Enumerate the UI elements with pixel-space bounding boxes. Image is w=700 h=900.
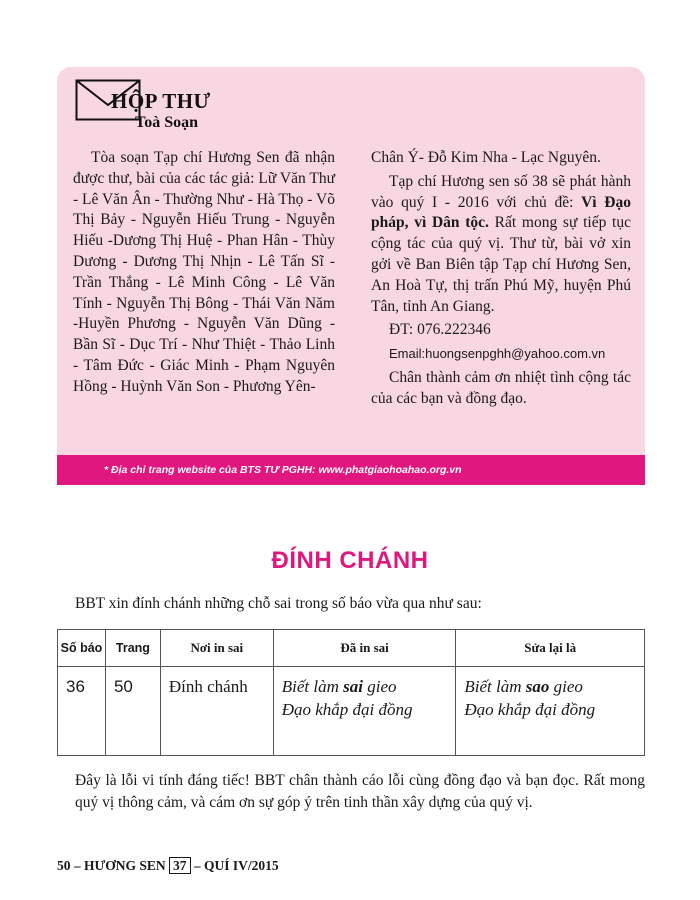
errata-header-row (58, 630, 645, 667)
cell-printed (273, 667, 456, 756)
received-authors-paragraph: Tòa soạn Tạp chí Hương Sen đã nhận được thư, bài của các tác giả: Lữ Văn Thư - Lê Văn Ân - Thường Như - Hà Thọ - Võ Thị Bảy - Nguyễn Hiếu Trung - Nguyễn Hiếu -Dương Thị Huệ - Phan Hân - Thùy Dương - Dương Thị Nhịn - Lê Tấn Sĩ - Trần Thắng - Lê Minh Công - Lê Văn Tính - Nguyễn Thị Bông - Thái Văn Năm -Huyền Phương - Nguyễn Văn Dũng - Bần Sĩ - Dục Trí - Như Thiệt - Thảo Linh - Tâm Đức - Giác Minh - Phạm Nguyên Hồng - Huỳnh Văn Son - Phương Yên- (73, 149, 335, 395)
next-issue-text: Tạp chí Hương sen số 38 sẽ phát hành vào quý I - 2016 với chủ đề: (371, 172, 631, 211)
issue-theme: Vì Đạo pháp, vì Dân tộc. (371, 193, 631, 232)
header-page: Trang (105, 630, 160, 667)
errata-apology-note: Đây là lỗi vi tính đáng tiếc! BBT chân thành cáo lỗi cùng đồng đạo và bạn đọc. Rất mong quý vị thông cảm, và cám ơn sự góp ý trên tinh thần xây dựng của quý vị. (75, 772, 645, 811)
cell-page: 50 (105, 667, 160, 756)
phone-number: ĐT: 076.222346 (389, 321, 491, 339)
authors-continuation: Chân Ý- Đỗ Kim Nha - Lạc Nguyên. (371, 149, 601, 166)
header-printed: Đã in sai (273, 630, 456, 667)
header-location: Nơi in sai (160, 630, 273, 667)
email-address: Email:huongsenpghh@yahoo.com.vn (389, 346, 606, 362)
printed-line-2: Đạo khắp đại đồng (281, 700, 413, 719)
mailbox-subtitle: Toà Soạn (135, 114, 198, 131)
page-footer (57, 857, 279, 874)
website-note-bar: * Địa chỉ trang website của BTS TƯ PGHH: www.phatgiaohoahao.org.vn (57, 455, 645, 485)
cell-location: Đính chánh (160, 667, 273, 756)
table-row (58, 667, 645, 756)
printed-error-word: sai (343, 677, 363, 696)
errata-title: ĐÍNH CHÁNH (271, 547, 429, 574)
errata-table (57, 629, 645, 756)
footer-prefix: 50 – HƯƠNG SEN (57, 858, 170, 873)
corrected-word: sao (525, 677, 550, 696)
printed-text: Biết làm (281, 677, 344, 696)
cell-issue: 36 (58, 667, 106, 756)
next-issue-text-after: Rất mong sự tiếp tục cộng tác của quý vị. Thư từ, bài vở xin gởi về Ban Biên tập Tạp chí Hương Sen, An Hoà Tự, thị trấn Phú Mỹ, huyện Phú Tân, tỉnh An Giang. (371, 214, 631, 315)
thanks-paragraph: Chân thành cảm ơn nhiệt tình cộng tác của các bạn và đồng đạo. (371, 368, 631, 407)
footer-suffix: – QUÍ IV/2015 (190, 858, 279, 873)
printed-text-after: gieo (362, 677, 397, 696)
next-issue-paragraph (371, 172, 631, 318)
errata-intro: BBT xin đính chánh những chỗ sai trong số báo vừa qua như sau: (75, 595, 482, 612)
correct-line-2: Đạo khắp đại đồng (464, 700, 596, 719)
mailbox-title: HỘP THƯ (111, 89, 211, 113)
header-issue: Số báo (58, 630, 106, 667)
mailbox-right-column (371, 148, 631, 410)
correct-text-after: gieo (549, 677, 583, 696)
issue-number-box: 37 (169, 857, 191, 874)
cell-correction (456, 667, 645, 756)
mailbox-left-column (73, 148, 335, 398)
mailbox-section (57, 67, 645, 485)
header-correction: Sửa lại là (456, 630, 645, 667)
correct-text: Biết làm (464, 677, 526, 696)
